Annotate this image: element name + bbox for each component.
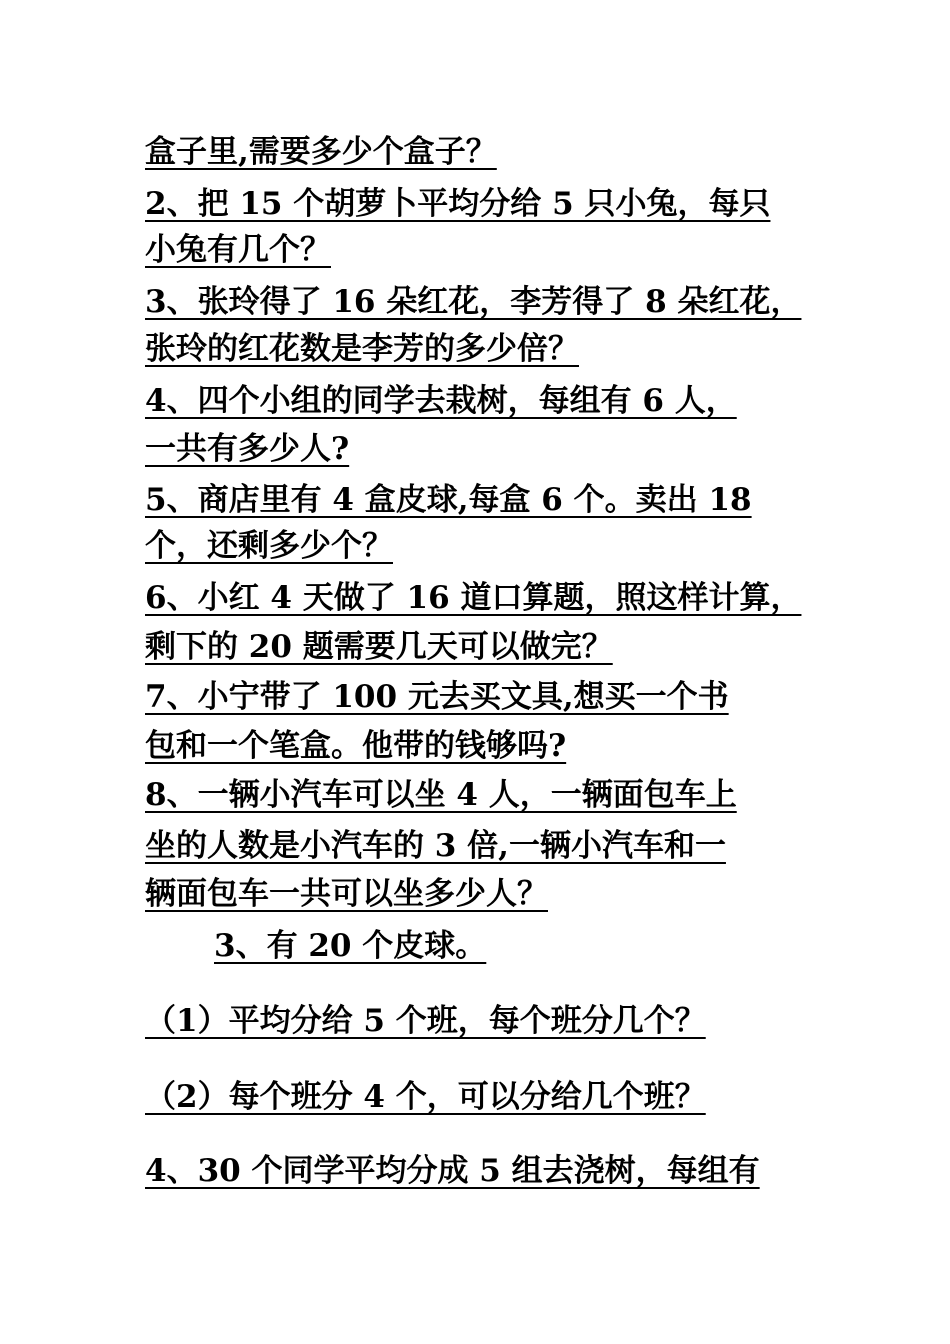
- section-3-part-2: （2）每个班分 4 个，可以分给几个班？: [145, 1079, 706, 1115]
- problem-4-line-1: 4、四个小组的同学去栽树，每组有 6 人，: [145, 383, 737, 419]
- problem-6-line-1: 6、小红 4 天做了 16 道口算题，照这样计算，: [145, 580, 802, 616]
- problem-7-line-2: 包和一个笔盒。他带的钱够吗?: [145, 728, 567, 764]
- section-3-part-1: （1）平均分给 5 个班，每个班分几个？: [145, 1003, 706, 1039]
- problem-8-line-3: 辆面包车一共可以坐多少人？: [145, 876, 548, 912]
- problem-8-line-1: 8、一辆小汽车可以坐 4 人，一辆面包车上: [145, 777, 737, 813]
- problem-6-line-2: 剩下的 20 题需要几天可以做完？: [145, 629, 613, 665]
- problem-4-line-2: 一共有多少人?: [145, 431, 350, 467]
- problem-3-line-2: 张玲的红花数是李芳的多少倍？: [145, 331, 579, 367]
- problem-8-line-2: 坐的人数是小汽车的 3 倍,一辆小汽车和一: [145, 828, 726, 864]
- problem-3-line-1: 3、张玲得了 16 朵红花，李芳得了 8 朵红花，: [145, 284, 802, 320]
- problem-line-1: 盒子里,需要多少个盒子？: [145, 134, 497, 170]
- problem-2-line-1: 2、把 15 个胡萝卜平均分给 5 只小兔，每只: [145, 186, 771, 222]
- problem-2-line-2: 小兔有几个？: [145, 232, 331, 268]
- section-3-heading: 3、有 20 个皮球。: [214, 928, 487, 964]
- problem-5-line-1: 5、商店里有 4 盒皮球,每盒 6 个。卖出 18: [145, 482, 752, 518]
- problem-5-line-2: 个，还剩多少个？: [145, 528, 393, 564]
- problem-7-line-1: 7、小宁带了 100 元去买文具,想买一个书: [145, 679, 729, 715]
- section-4-line-1: 4、30 个同学平均分成 5 组去浇树，每组有: [145, 1153, 760, 1189]
